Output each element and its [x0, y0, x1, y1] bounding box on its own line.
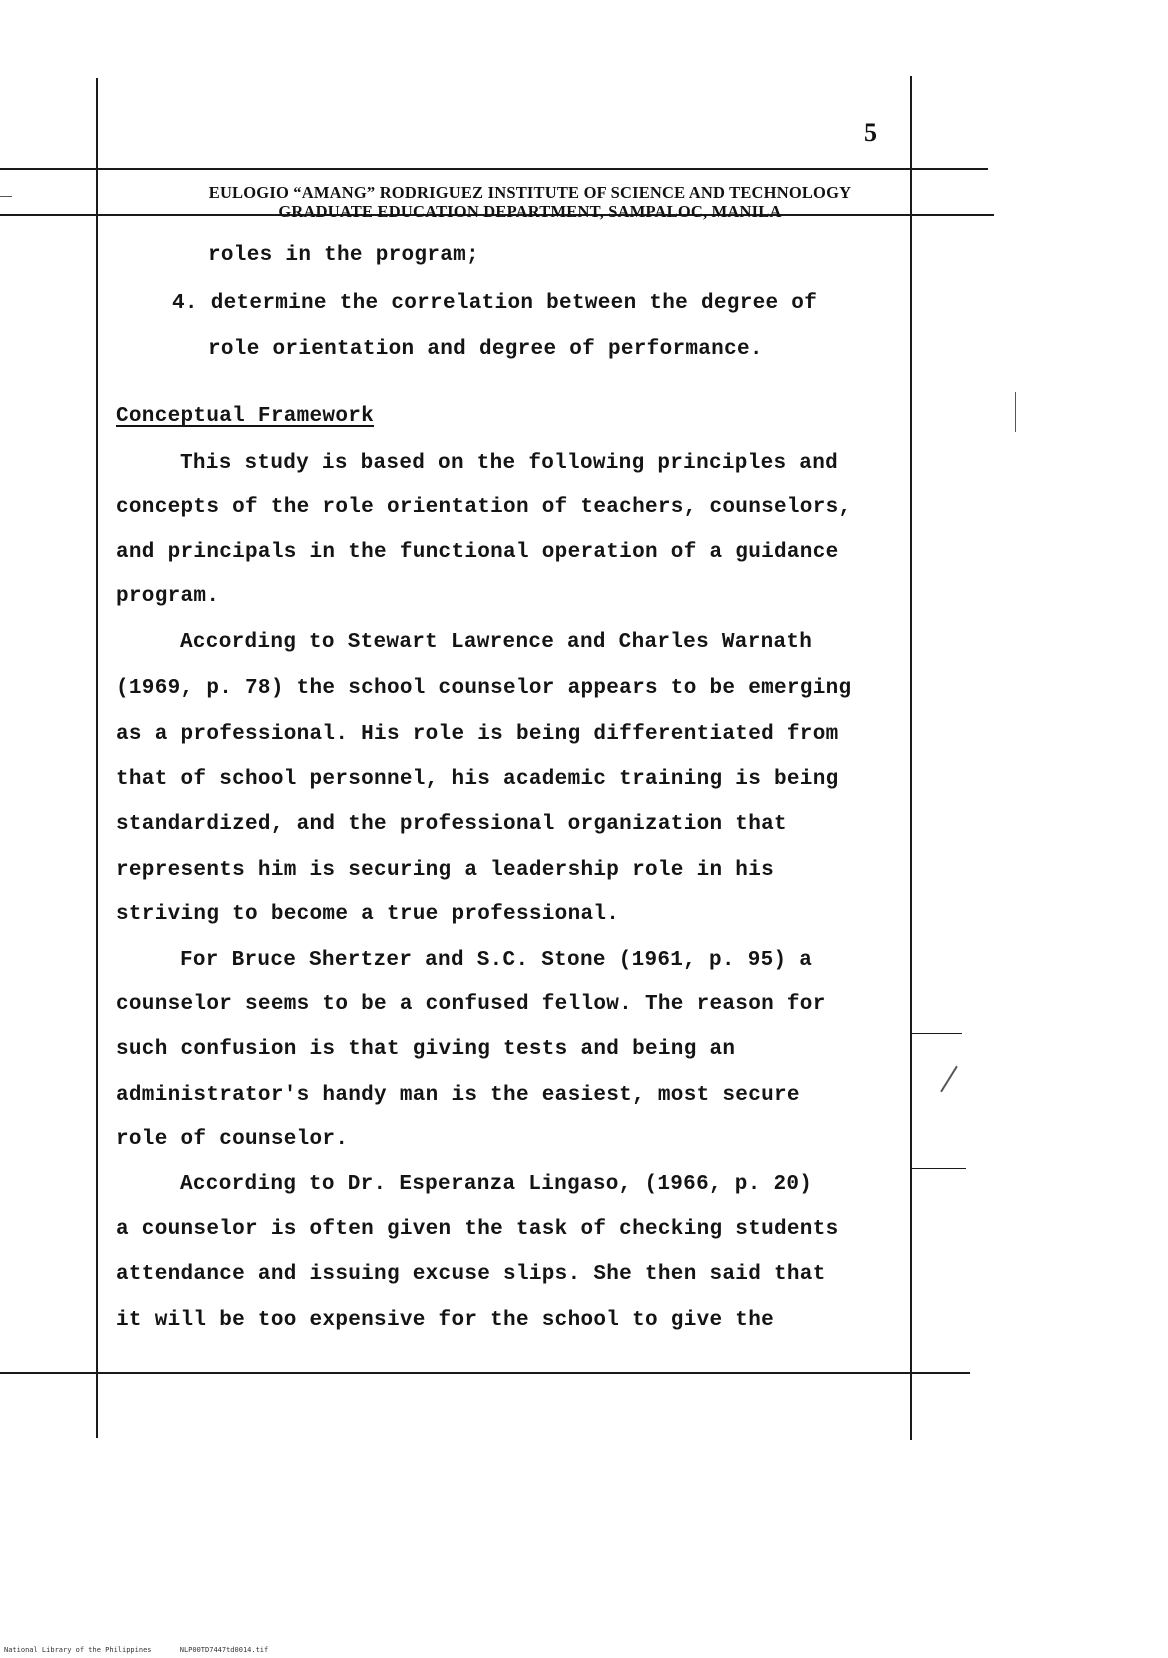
body-line: role orientation and degree of performance. [208, 338, 763, 361]
header-line-institute: EULOGIO “AMANG” RODRIGUEZ INSTITUTE OF SCIENCE AND TECHNOLOGY [208, 183, 852, 202]
paragraph-line: such confusion is that giving tests and being an [116, 1038, 736, 1061]
paragraph-line: a counselor is often given the task of checking students [116, 1218, 839, 1241]
page-number: 5 [864, 118, 877, 147]
paragraph-line: as a professional. His role is being differentiated from [116, 723, 839, 746]
paragraph-line: For Bruce Shertzer and S.C. Stone (1961, p. 95) a [180, 949, 813, 972]
paragraph-line: According to Stewart Lawrence and Charles Warnath [180, 631, 813, 654]
section-heading: Conceptual Framework [116, 405, 375, 428]
header-top-rule [0, 168, 988, 170]
paragraph-line: program. [116, 585, 220, 608]
paragraph-line: concepts of the role orientation of teachers, counselors, [116, 496, 852, 519]
left-margin-rule [96, 78, 98, 1438]
paragraph-line: (1969, p. 78) the school counselor appears to be emerging [116, 677, 852, 700]
scan-mark-slash [940, 1066, 958, 1093]
paragraph-line: attendance and issuing excuse slips. She then said that [116, 1263, 826, 1286]
paragraph-line: and principals in the functional operation of a guidance [116, 541, 839, 564]
institution-header [100, 183, 960, 221]
footer-rule [0, 1372, 970, 1374]
footer-filename: NLP00TD7447td0014.tif [179, 1646, 269, 1654]
paragraph-line: counselor seems to be a confused fellow. The reason for [116, 993, 826, 1016]
right-edge-rule-upper [910, 1033, 962, 1034]
paragraph-line: represents him is securing a leadership role in his [116, 859, 775, 882]
paragraph-line: administrator's handy man is the easiest, most secure [116, 1084, 800, 1107]
header-line-department: GRADUATE EDUCATION DEPARTMENT, SAMPALOC, MANILA [278, 202, 782, 221]
scan-mark-left [0, 196, 12, 197]
paragraph-line: standardized, and the professional organization that [116, 813, 787, 836]
paragraph-line: role of counselor. [116, 1128, 349, 1151]
paragraph-line: This study is based on the following principles and [180, 452, 839, 475]
scan-footer [4, 1646, 292, 1654]
body-line: roles in the program; [208, 244, 479, 267]
footer-library: National Library of the Philippines [4, 1646, 152, 1654]
paragraph-line: that of school personnel, his academic training is being [116, 768, 839, 791]
paragraph-line: striving to become a true professional. [116, 903, 620, 926]
list-item-4: 4. determine the correlation between the degree of [172, 292, 818, 315]
right-margin-rule [910, 76, 912, 1440]
paragraph-line: it will be too expensive for the school to give the [116, 1309, 775, 1332]
paragraph-line: According to Dr. Esperanza Lingaso, (1966, p. 20) [180, 1173, 813, 1196]
right-edge-rule-lower [910, 1168, 966, 1169]
scan-mark-right [1015, 392, 1016, 432]
